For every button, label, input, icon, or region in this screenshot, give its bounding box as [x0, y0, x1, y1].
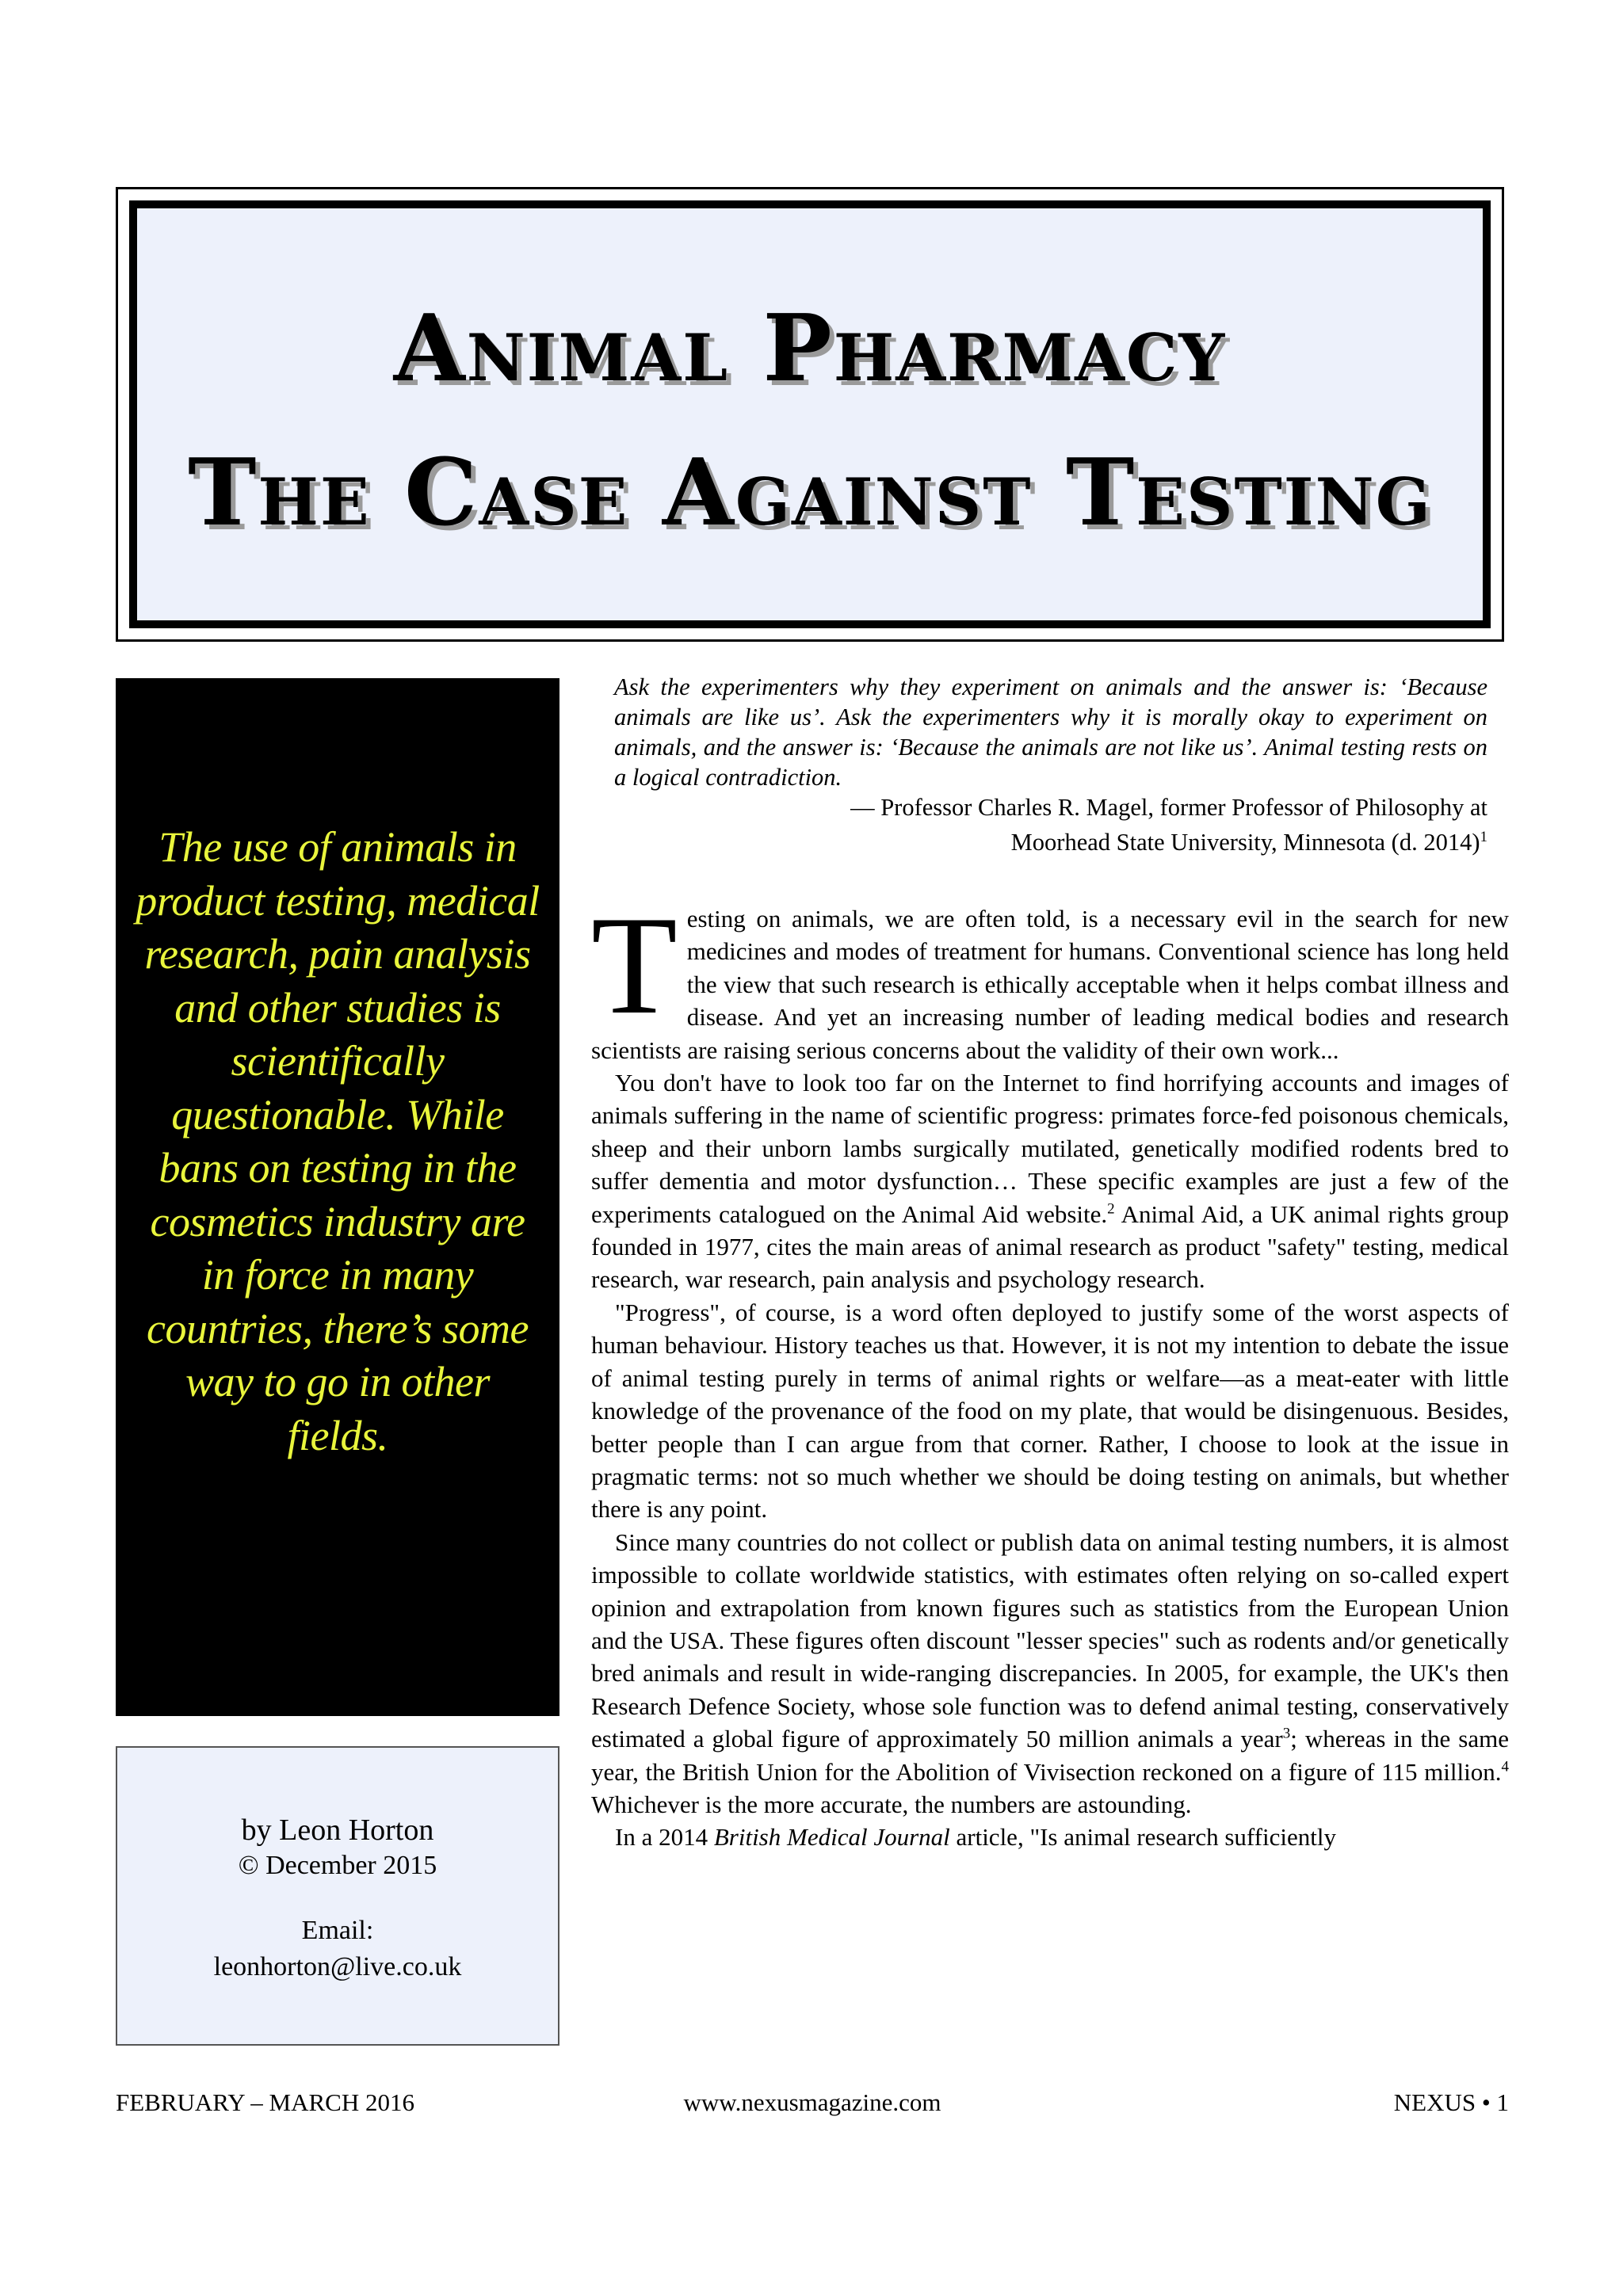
paragraph-5-text-a: In a 2014: [615, 1823, 714, 1852]
article-paragraph-4: [591, 1526, 1509, 1821]
footer-issue-date: FEBRUARY – MARCH 2016: [116, 2088, 414, 2116]
byline-email-label: Email:: [301, 1916, 374, 1945]
footer-website: www.nexusmagazine.com: [683, 2088, 941, 2116]
epigraph-attribution-line-1: — Professor Charles R. Magel, former Professor of Philosophy at: [850, 794, 1487, 821]
epigraph-text: Ask the experimenters why they experiment on animals and the answer is: ‘Because animals are like us’. Ask the experimenters why it is morally okay to experiment on animals, and the answer is: ‘Because the animals are not like us’. Animal testing rests on a logical contradiction.: [614, 673, 1487, 791]
epigraph-attribution-line-2: Moorhead State University, Minnesota (d. 2014): [1010, 829, 1480, 856]
article-paragraph-3: [591, 1296, 1509, 1526]
paragraph-1-text: esting on animals, we are often told, is a necessary evil in the search for new medicines and modes of treatment for humans. Conventional science has long held the view that such research is ethically acceptable when it helps combat illness and disease. And yet an increasing number of leading medical bodies and research scientists are raising serious concerns about the validity of their own work...: [591, 905, 1509, 1064]
epigraph-attribution-2: [614, 822, 1487, 857]
paragraph-2-text-a: You don't have to look too far on the Internet to find horrifying accounts and images of animals suffering in the name of scientific progress: primates force-fed poisonous chemicals, sheep and their unborn lambs surgically mutilated, genetically modified rodents bred to suffer dementia and motor dysfunction… These specific examples are just a few of the experiments catalogued on the Animal Aid website.: [591, 1069, 1509, 1228]
paragraph-4-text-a: Since many countries do not collect or publish data on animal testing numbers, it is almost impossible to collate worldwide statistics, with estimates often relying on so-called expert opinion and extrapolation from known figures such as statistics from the European Union and the USA. These figures often discount "lesser species" such as rodents and/or genetically bred animals and result in wide-ranging discrepancies. In 2005, for example, the UK's then Research Defence Society, whose sole function was to defend animal testing, conservatively estimated a global figure of approximately 50 million animals a year: [591, 1527, 1509, 1753]
footnote-ref-4: 4: [1501, 1758, 1509, 1775]
title-line-1: Animal Pharmacy: [393, 295, 1227, 402]
article-paragraph-2: [591, 1066, 1509, 1296]
byline-box: [116, 1746, 559, 2046]
article-paragraph-1: [591, 887, 1509, 1066]
byline-email: leonhorton@live.co.uk: [213, 1952, 462, 1981]
byline-copyright: © December 2015: [238, 1851, 437, 1880]
footnote-ref-2: 2: [1107, 1200, 1115, 1218]
journal-title: British Medical Journal: [713, 1823, 950, 1852]
pull-quote: The use of animals in product testing, medical research, pain analysis and other studies is scientifically questionable. While bans on testing in the cosmetics industry are in force in many countries, there’s some way to go in other fields.: [136, 823, 540, 1459]
page-footer: [116, 2088, 1509, 2123]
paragraph-3-text: "Progress", of course, is a word often deployed to justify some of the worst aspects of human behaviour. History teaches us that. However, it is not my intention to debate the issue of animal testing purely in terms of animal rights or welfare—as a meat-eater with little knowledge of the provenance of the food on my plate, that would be disingenuous. Besides, better people than I can argue from that corner. Rather, I choose to look at the issue in pragmatic terms: not so much whether we should be doing testing on animals, but whether there is any point.: [591, 1298, 1509, 1524]
footnote-ref-3: 3: [1282, 1725, 1291, 1742]
paragraph-4-text-c: Whichever is the more accurate, the numbers are astounding.: [591, 1790, 1192, 1818]
pull-quote-box: [116, 678, 559, 1716]
title-line-2: The Case Against Testing: [188, 439, 1432, 547]
dropcap: T: [591, 887, 678, 1043]
title-frame: [116, 187, 1504, 642]
article-paragraph-5: [591, 1821, 1509, 1853]
paragraph-2-text-b: Animal Aid, a UK animal rights group founded in 1977, cites the main areas of animal research as product "safety" testing, medical research, war research, pain analysis and psychology research.: [591, 1199, 1509, 1294]
epigraph: [614, 672, 1487, 857]
footer-page-number: NEXUS • 1: [1393, 2088, 1509, 2116]
title-panel: [129, 200, 1491, 628]
byline-author: by Leon Horton: [241, 1814, 434, 1847]
epigraph-footnote-ref: 1: [1480, 829, 1487, 845]
epigraph-attribution-1: [614, 792, 1487, 822]
paragraph-4-text-b: ; whereas in the same year, the British Union for the Abolition of Vivisection reckoned on a figure of 115 million.: [591, 1725, 1509, 1786]
paragraph-5-text-b: article, "Is animal research sufficiently: [949, 1823, 1336, 1852]
article-body: [591, 887, 1509, 1854]
